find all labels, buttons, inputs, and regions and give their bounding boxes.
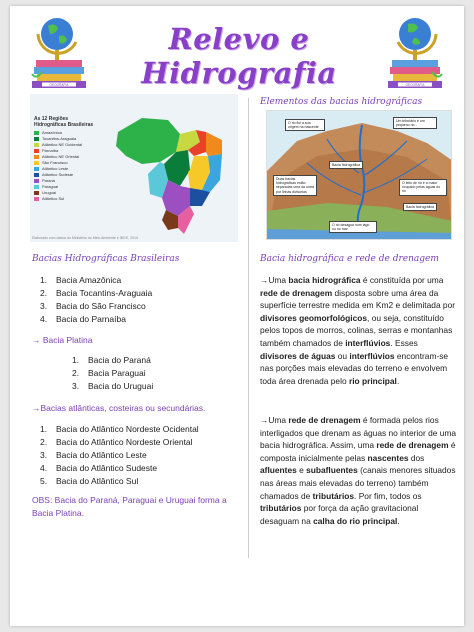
legend-swatch bbox=[34, 131, 39, 135]
list-item: 1. Bacia do Atlântico Nordeste Ocidental bbox=[40, 424, 199, 434]
list-item: 4. Bacia do Atlântico Sudeste bbox=[40, 463, 158, 473]
legend-swatch bbox=[34, 185, 39, 189]
callout-bacia-1: Bacia hidrográfica bbox=[329, 161, 363, 169]
legend-swatch bbox=[34, 137, 39, 141]
legend-label: Amazônica bbox=[42, 130, 62, 135]
legend-heading: As 12 Regiões Hidrográficas Brasileiras bbox=[34, 116, 94, 128]
page-title: Relevo e Hidrografia bbox=[141, 22, 337, 90]
list-item: 1. Bacia do Paraná bbox=[72, 355, 151, 365]
list-item: 1. Bacia Amazônica bbox=[40, 275, 122, 285]
diagram-title: Elementos das bacias hidrográficas bbox=[260, 97, 423, 107]
globe-icon bbox=[28, 14, 90, 90]
globe-books-right-illustration bbox=[384, 14, 446, 90]
legend-swatch bbox=[34, 191, 39, 195]
list-item: 4. Bacia do Parnaíba bbox=[40, 314, 126, 324]
legend-label: Atlântico NE Ocidental bbox=[42, 142, 83, 147]
legend-swatch bbox=[34, 143, 39, 147]
legend-label: Paraná bbox=[42, 178, 55, 183]
list-item: 2. Bacia do Atlântico Nordeste Oriental bbox=[40, 437, 193, 447]
globe-icon bbox=[384, 14, 446, 90]
column-divider bbox=[248, 98, 249, 558]
legend-label: Atlântico Sudeste bbox=[42, 172, 74, 177]
platina-basins-list bbox=[72, 354, 232, 393]
legend-swatch bbox=[34, 155, 39, 159]
legend-label: Atlântico NE Oriental bbox=[42, 154, 80, 159]
main-basins-list bbox=[40, 274, 240, 326]
legend-label: Atlântico Leste bbox=[42, 166, 69, 171]
badge-right-text: GEOGRAFIA bbox=[405, 82, 425, 87]
legend-swatch bbox=[34, 173, 39, 177]
brazil-basins-map bbox=[30, 94, 238, 242]
callout-leito: O leito de rio é a maior ocupado pelas águas do rio bbox=[399, 179, 447, 196]
legend-label: Tocantins-Araguaia bbox=[42, 136, 77, 141]
atlantic-heading: →Bacias atlânticas, costeiras ou secundárias. bbox=[32, 403, 206, 413]
platina-heading: → Bacia Platina bbox=[32, 335, 93, 345]
list-item: 2. Bacia Tocantins-Araguaia bbox=[40, 288, 153, 298]
callout-tributario: Um tributário é um pequeno rio... bbox=[393, 117, 437, 129]
callout-bacia-2: Bacia hidrográfica bbox=[403, 203, 437, 211]
list-item: 3. Bacia do São Francisco bbox=[40, 301, 146, 311]
legend-swatch bbox=[34, 149, 39, 153]
legend-swatch bbox=[34, 179, 39, 183]
badge-left-text: GEOGRAFIA bbox=[49, 82, 69, 87]
callout-nascente: O rio flui a sua origem na nascente bbox=[285, 119, 325, 131]
paragraph-bacia-hidrografica: →Uma bacia hidrográfica é constituída por uma rede de drenagem disposta sobre uma área da superfície terrestre medida em Km2 e delimitada por divisores geomorfológicos, ou seja, constituído pelos topos de morros, colinas, serras e montanhas também chamados de interflúvios. Esses divisores de águas ou interflúvios encontram-se nas porções mais elevadas do terreno e envolvem toda área drenada pelo rio principal. bbox=[260, 275, 456, 386]
callout-divisores: Duas bacias hidrográficas estão separadas uma da outra por linhas divisórias bbox=[273, 175, 317, 196]
legend-label: Paraguai bbox=[42, 184, 59, 189]
list-item: 3. Bacia do Uruguai bbox=[72, 381, 154, 391]
map-legend bbox=[34, 116, 94, 202]
list-item: 3. Bacia do Atlântico Leste bbox=[40, 450, 147, 460]
legend-label: Parnaíba bbox=[42, 148, 59, 153]
list-item: 2. Bacia Paraguai bbox=[72, 368, 146, 378]
document-page bbox=[10, 6, 464, 626]
globe-books-left-illustration bbox=[28, 14, 90, 90]
legend-swatch bbox=[34, 197, 39, 201]
legend-label: Uruguai bbox=[42, 190, 57, 195]
section-rede-drenagem-title: Bacia hidrográfica e rede de drenagem bbox=[260, 254, 439, 264]
map-caption: Elaborado com dados do Ministério do Meio Ambiente e IBGE, 2014 bbox=[32, 236, 138, 240]
callout-desagua: O rio deságua num lago ou no mar bbox=[329, 221, 377, 233]
obs-note: OBS: Bacia do Paraná, Paraguai e Uruguai forma a Bacia Platina. bbox=[32, 495, 227, 518]
legend-label: Atlântico Sul bbox=[42, 196, 65, 201]
legend-swatch bbox=[34, 167, 39, 171]
legend-label: São Francisco bbox=[42, 160, 68, 165]
list-item: 5. Bacia do Atlântico Sul bbox=[40, 476, 139, 486]
atlantic-basins-list bbox=[40, 423, 240, 488]
legend-swatch bbox=[34, 161, 39, 165]
section-bacias-brasileiras-title: Bacias Hidrográficas Brasileiras bbox=[32, 254, 180, 264]
paragraph-rede-drenagem: →Uma rede de drenagem é formada pelos rios interligados que drenam as águas no interior de uma bacia hidrográfica. Assim, uma rede de drenagem é composta inicialmente pelas nascentes dos afluentes e subafluentes (canais menores situados nas áreas mais elevadas do terreno) também chamados de tributários. Por fim, todos os tributários por força da ação gravitacional desaguam na calha do rio principal. bbox=[260, 415, 457, 526]
basin-elements-diagram bbox=[266, 110, 452, 240]
legend-item bbox=[34, 196, 94, 202]
